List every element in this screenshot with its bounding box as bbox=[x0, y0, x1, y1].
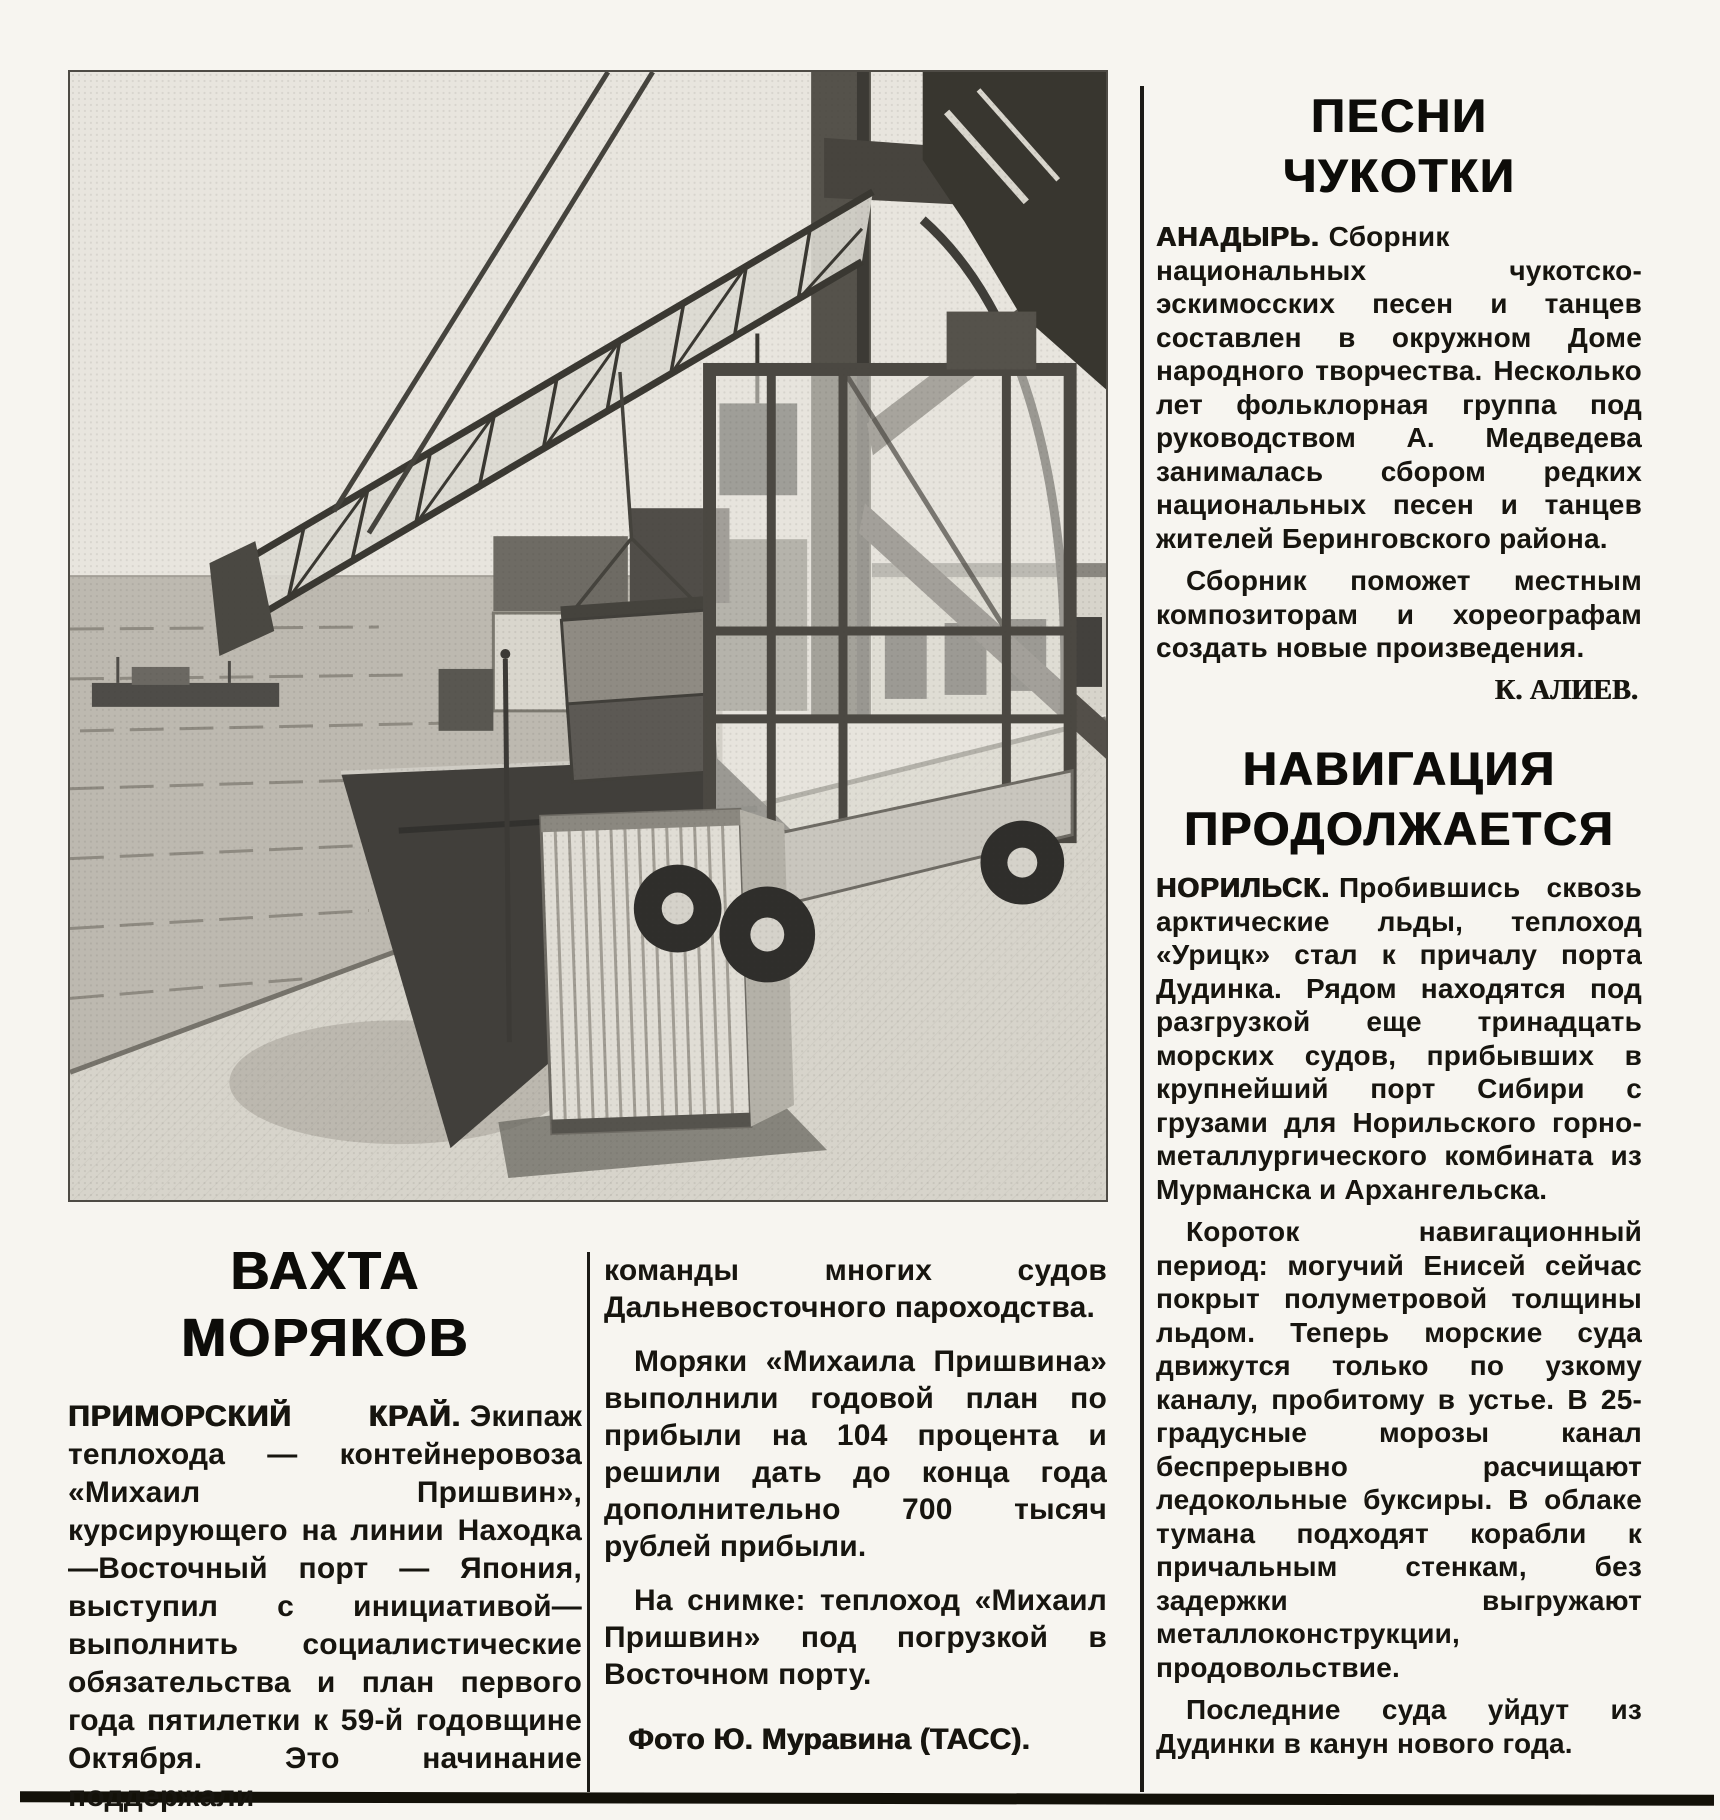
vakhta-body-text: Экипаж теплохода — контейнеровоза «Михаил Пришвин», курсирующего на линии Находка—Восточный порт — Япония, выступил с инициативой—выполнить социалистические обязательства и план первого года пятилетки к 59-й годовщине Октября. Это начинание поддержали bbox=[68, 1400, 582, 1813]
vakhta-profit-paragraph: Моряки «Михаила Пришвина» выполнили годовой план по прибыли на 104 процента и решили дать до конца года дополнительно 700 тысяч рублей прибыли. bbox=[604, 1345, 1107, 1563]
port-photo bbox=[68, 70, 1108, 1202]
pesni-paragraph-2: Сборник поможет местным композиторам и хореографам создать новые произведения. bbox=[1156, 565, 1642, 663]
article-vakhta-moryakov bbox=[68, 1238, 582, 1816]
vakhta-dateline: ПРИМОРСКИЙ КРАЙ. bbox=[68, 1400, 461, 1433]
navigatsia-dateline: НОРИЛЬСК. bbox=[1156, 872, 1330, 903]
navigatsia-paragraph-3: Последние суда уйдут из Дудинки в канун нового года. bbox=[1156, 1694, 1642, 1759]
vakhta-continuation-paragraph: команды многих судов Дальневосточного пароходства. bbox=[604, 1254, 1107, 1324]
photo-credit: Фото Ю. Муравина (ТАСС). bbox=[628, 1723, 1030, 1756]
vakhta-paragraph bbox=[68, 1398, 582, 1816]
halftone-overlay bbox=[70, 72, 1106, 1200]
headline-navigatsia-line1: НАВИГАЦИЯ bbox=[1242, 742, 1556, 795]
pesni-dateline: АНАДЫРЬ. bbox=[1156, 221, 1320, 252]
pesni-body-text: Сборник национальных чукотско-эскимосских песен и танцев составлен в окружном Доме народного творчества. Несколько лет фольклорная группа под руководством А. Медведева занималась сбором редких национальных песен и танцев жителей Беринговского района. bbox=[1156, 221, 1642, 554]
navigatsia-paragraph-1 bbox=[1156, 871, 1642, 1206]
column-vakhta-continuation bbox=[604, 1252, 1107, 1775]
byline-aliev: К. АЛИЕВ. bbox=[1494, 674, 1638, 706]
headline-navigatsia-line2: ПРОДОЛЖАЕТСЯ bbox=[1183, 802, 1615, 855]
headline-vakhta-line1: ВАХТА bbox=[230, 1241, 420, 1301]
column-divider-left bbox=[587, 1252, 590, 1792]
headline-navigatsia bbox=[1156, 739, 1642, 859]
headline-pesni-line1: ПЕСНИ bbox=[1310, 89, 1488, 142]
photo-caption-paragraph: На снимке: теплоход «Михаил Пришвин» под погрузкой в Восточном порту. bbox=[604, 1584, 1107, 1691]
headline-pesni-line2: ЧУКОТКИ bbox=[1282, 149, 1516, 202]
port-photo-illustration bbox=[70, 72, 1106, 1200]
right-column bbox=[1156, 86, 1642, 1769]
column-divider-main bbox=[1140, 86, 1144, 1792]
navigatsia-paragraph-2: Короток навигационный период: могучий Енисей сейчас покрыт полуметровой толщины льдом. Теперь морские суда движутся только по узкому каналу, пробитому в устье. В 25-градусные морозы канал беспрерывно расчищают ледокольные буксиры. В облаке тумана подходят корабли к причальным стенкам, без задержки выгружают металлоконструкции, продовольствие. bbox=[1156, 1216, 1642, 1683]
headline-vakhta-line2: МОРЯКОВ bbox=[180, 1308, 470, 1368]
headline-vakhta-moryakov bbox=[68, 1238, 582, 1372]
headline-pesni-chukotki bbox=[1156, 86, 1642, 206]
navigatsia-body-text: Пробившись сквозь арктические льды, теплоход «Урицк» стал к причалу порта Дудинка. Рядом находятся под разгрузкой еще тринадцать морских судов, прибывших в крупнейший порт Сибири с грузами для Норильского горно-металлургического комбината из Мурманска и Архангельска. bbox=[1156, 872, 1642, 1205]
pesni-paragraph-1 bbox=[1156, 220, 1642, 555]
